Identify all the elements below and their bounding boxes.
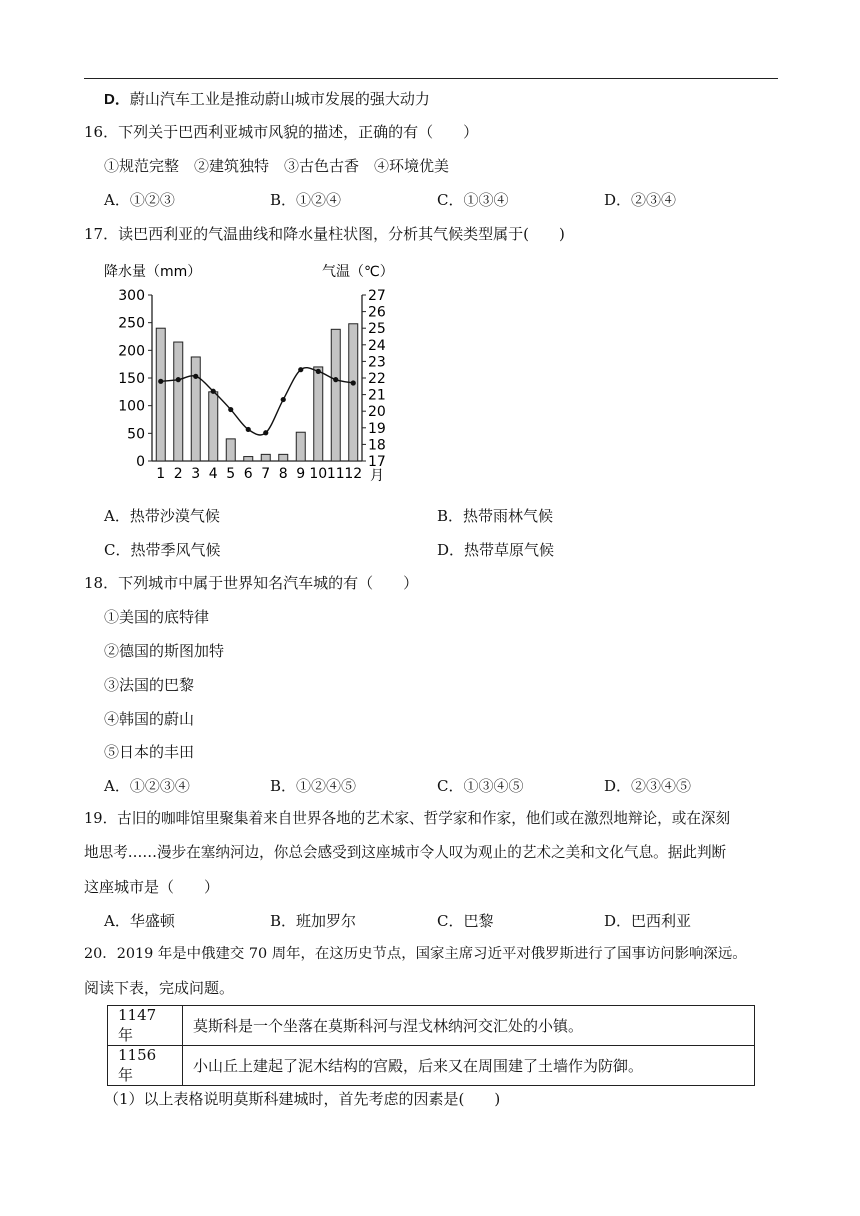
table-cell-text: 莫斯科是一个坐落在莫斯科河与涅戈林纳河交汇处的小镇。 <box>183 1006 755 1046</box>
right-tick-label: 20 <box>368 404 386 421</box>
y-right-label: 气温（℃） <box>322 264 394 280</box>
q19-option-a[interactable]: A．华盛顿 <box>104 912 175 930</box>
precipitation-bars <box>156 324 358 461</box>
temperature-point <box>228 407 233 412</box>
left-tick-label: 100 <box>118 398 145 415</box>
right-tick-label: 27 <box>368 288 386 304</box>
precipitation-bar <box>349 324 358 461</box>
header-rule <box>84 78 778 79</box>
left-tick-label: 150 <box>118 371 145 387</box>
q16-option-d[interactable]: D．②③④ <box>604 191 677 209</box>
q18-item-4: ④韩国的蔚山 <box>104 710 195 728</box>
x-tick-label: 1 <box>156 466 166 482</box>
precipitation-bar <box>331 329 340 461</box>
y-left-label: 降水量（mm） <box>104 264 202 280</box>
table-cell-text: 小山丘上建起了泥木结构的宫殿，后来又在周围建了土墙作为防御。 <box>183 1046 755 1086</box>
left-axis <box>118 288 362 470</box>
q19-option-d[interactable]: D．巴西利亚 <box>604 912 692 930</box>
q19-option-b[interactable]: B．班加罗尔 <box>270 912 357 930</box>
climate-chart <box>100 258 400 488</box>
q18-item-5: ⑤日本的丰田 <box>104 743 195 761</box>
x-tick-label: 4 <box>208 466 218 482</box>
question-16-stem: 16．下列关于巴西利亚城市风貌的描述，正确的有（ ） <box>84 123 479 141</box>
left-tick-label: 50 <box>127 426 145 443</box>
temperature-point <box>211 389 216 394</box>
x-tick-label: 5 <box>226 466 236 482</box>
q16-option-a[interactable]: A．①②③ <box>104 191 175 209</box>
precipitation-bar <box>279 454 288 461</box>
question-19-line-3: 这座城市是（ ） <box>84 878 220 896</box>
precipitation-bar <box>209 392 218 461</box>
q18-item-1: ①美国的底特律 <box>104 608 210 626</box>
x-tick-label: 3 <box>191 466 201 482</box>
temperature-curve <box>161 368 354 435</box>
precipitation-bar <box>226 439 235 461</box>
x-tick-label: 11 <box>326 466 345 482</box>
right-tick-label: 17 <box>368 454 386 470</box>
x-ticks <box>156 466 362 482</box>
right-tick-label: 21 <box>368 387 386 404</box>
question-19-line-1: 19．古旧的咖啡馆里聚集着来自世界各地的艺术家、哲学家和作家，他们或在激烈地辩论，或在深刻 <box>84 810 731 827</box>
q18-option-c[interactable]: C．①③④⑤ <box>437 777 524 795</box>
right-tick-label: 23 <box>368 354 386 371</box>
x-tick-label: 8 <box>278 466 288 482</box>
temperature-point <box>246 427 251 432</box>
right-tick-label: 22 <box>368 371 386 387</box>
q17-option-b[interactable]: B．热带雨林气候 <box>437 507 554 525</box>
precipitation-bar <box>314 367 323 461</box>
history-table <box>107 1005 755 1086</box>
right-tick-label: 18 <box>368 437 386 454</box>
q16-option-b[interactable]: B．①②④ <box>270 191 342 209</box>
q18-item-3: ③法国的巴黎 <box>104 676 195 694</box>
right-axis <box>362 288 386 470</box>
q18-option-d[interactable]: D．②③④⑤ <box>604 777 692 795</box>
temperature-point <box>351 380 356 385</box>
question-20-sub-1: （1）以上表格说明莫斯科建城时，首先考虑的因素是( ) <box>104 1090 501 1108</box>
temperature-point <box>176 377 181 382</box>
x-tick-label: 7 <box>261 466 271 482</box>
q18-option-b[interactable]: B．①②④⑤ <box>270 777 357 795</box>
q18-item-2: ②德国的斯图加特 <box>104 642 225 660</box>
left-tick-label: 200 <box>118 343 145 360</box>
right-tick-label: 25 <box>368 321 386 338</box>
x-tick-label: 6 <box>243 466 253 482</box>
precipitation-bar <box>156 328 165 461</box>
x-tick-label: 2 <box>173 466 183 482</box>
x-axis-unit: 月 <box>370 468 384 484</box>
q17-option-c[interactable]: C．热带季风气候 <box>104 541 221 559</box>
temperature-point <box>316 369 321 374</box>
right-tick-label: 19 <box>368 420 386 437</box>
left-tick-label: 0 <box>136 454 145 470</box>
precipitation-bar <box>261 454 270 461</box>
temperature-point <box>158 379 163 384</box>
q16-option-c[interactable]: C．①③④ <box>437 191 509 209</box>
q17-option-d[interactable]: D．热带草原气候 <box>437 541 555 559</box>
left-tick-label: 250 <box>118 315 145 332</box>
question-19-line-2: 地思考……漫步在塞纳河边，你总会感受到这座城市令人叹为观止的艺术之美和文化气息。据此判断 <box>84 844 727 861</box>
table-row <box>108 1006 755 1046</box>
precipitation-bar <box>191 357 200 461</box>
precipitation-bar <box>174 342 183 461</box>
question-17-stem: 17．读巴西利亚的气温曲线和降水量柱状图，分析其气候类型属于( ) <box>84 225 565 243</box>
right-tick-label: 24 <box>368 337 386 354</box>
table-cell-year: 1147 年 <box>108 1006 183 1046</box>
x-tick-label: 9 <box>296 466 306 482</box>
temperature-line <box>158 367 356 435</box>
precipitation-bar <box>296 432 305 461</box>
precipitation-bar <box>244 457 253 461</box>
q18-option-a[interactable]: A．①②③④ <box>104 777 190 795</box>
question-18-stem: 18．下列城市中属于世界知名汽车城的有（ ） <box>84 574 419 592</box>
temperature-point <box>298 367 303 372</box>
top-option-d: D．蔚山汽车工业是推动蔚山城市发展的强大动力 <box>104 90 430 108</box>
temperature-point <box>263 430 268 435</box>
table-row <box>108 1046 755 1086</box>
question-20-line-2: 阅读下表，完成问题。 <box>84 979 235 997</box>
x-tick-label: 10 <box>309 466 328 482</box>
left-tick-label: 300 <box>118 288 145 304</box>
temperature-point <box>333 377 338 382</box>
temperature-point <box>193 374 198 379</box>
q17-option-a[interactable]: A．热带沙漠气候 <box>104 507 220 525</box>
right-tick-label: 26 <box>368 304 386 321</box>
table-cell-year: 1156 年 <box>108 1046 183 1086</box>
question-16-items: ①规范完整 ②建筑独特 ③古色古香 ④环境优美 <box>104 157 450 175</box>
question-20-line-1: 20．2019 年是中俄建交 70 周年，在这历史节点，国家主席习近平对俄罗斯进行了国事访问影响深远。 <box>84 946 747 962</box>
temperature-point <box>281 397 286 402</box>
q19-option-c[interactable]: C．巴黎 <box>437 912 494 930</box>
x-tick-label: 12 <box>344 466 363 482</box>
